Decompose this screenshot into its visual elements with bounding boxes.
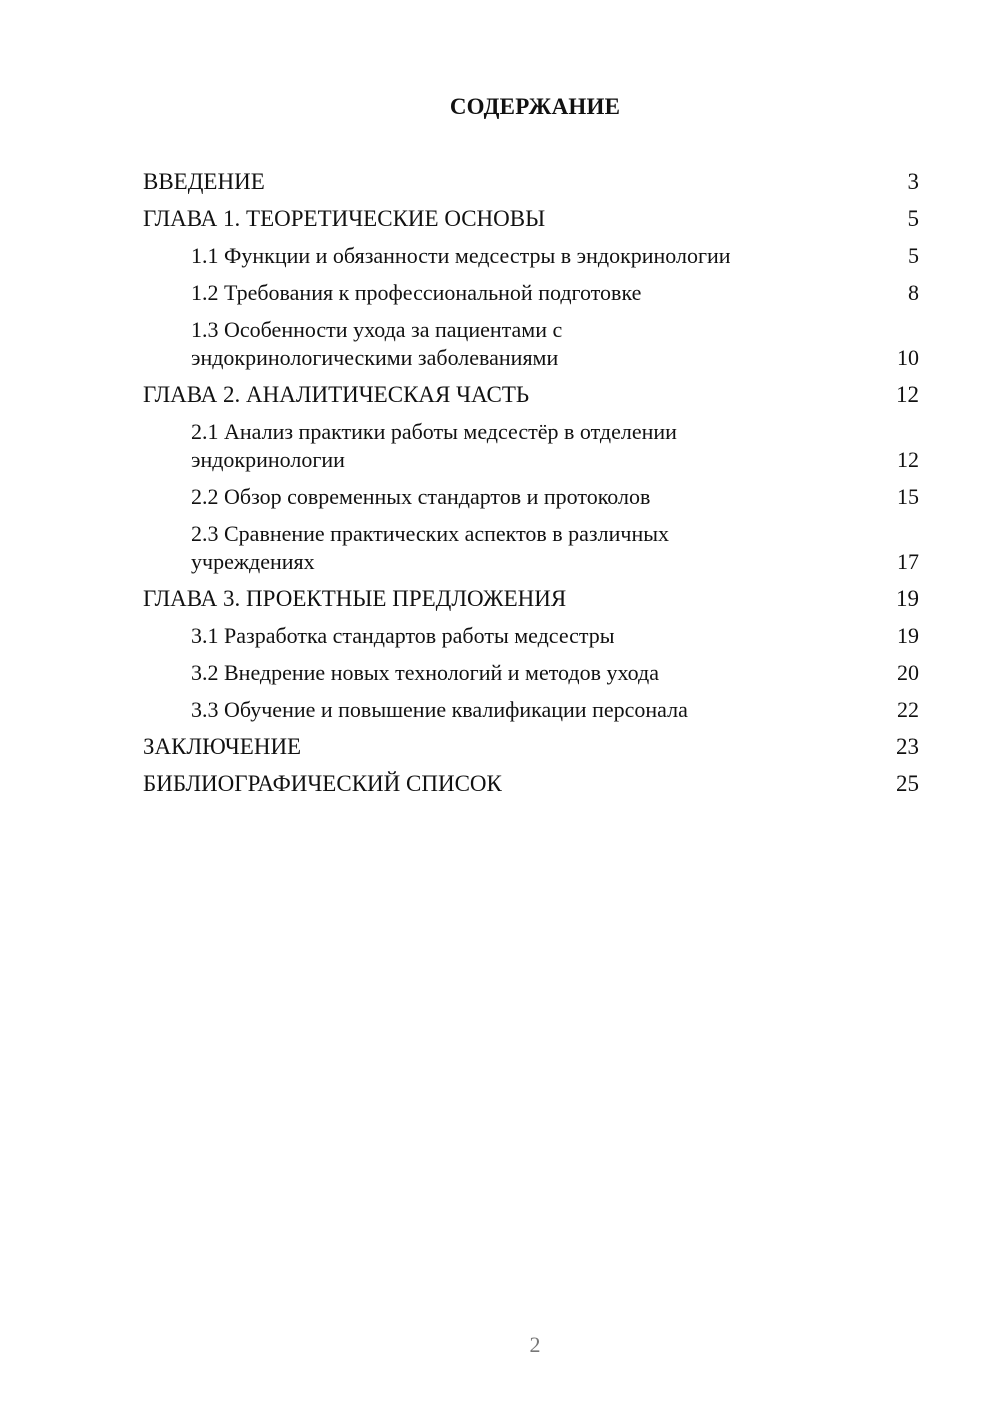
toc-entry-page: 19	[897, 623, 919, 648]
toc-entry-page: 12	[896, 382, 919, 407]
toc-entry-label: 3.1 Разработка стандартов работы медсестры	[191, 623, 615, 648]
toc-entry-section-1-2[interactable]	[143, 279, 919, 307]
toc-entry-page: 10	[897, 345, 919, 370]
toc-entry-page: 8	[908, 280, 919, 305]
toc-entry-page: 17	[897, 549, 919, 574]
toc-entry-bibliography[interactable]	[143, 770, 919, 798]
toc-entry-label: ВВЕДЕНИЕ	[143, 169, 265, 194]
toc-entry-page: 25	[896, 771, 919, 796]
toc-entry-label: ЗАКЛЮЧЕНИЕ	[143, 734, 302, 759]
toc-entry-label: 2.2 Обзор современных стандартов и протоколов	[191, 484, 651, 509]
toc-entry-label: 1.1 Функции и обязанности медсестры в эндокринологии	[191, 243, 731, 268]
toc-entry-page: 20	[897, 660, 919, 685]
toc-entry-label: ГЛАВА 3. ПРОЕКТНЫЕ ПРЕДЛОЖЕНИЯ	[143, 586, 567, 611]
toc-entry-introduction[interactable]	[143, 168, 919, 196]
toc-entry-section-1-3[interactable]	[143, 316, 919, 372]
toc-entry-label: ГЛАВА 2. АНАЛИТИЧЕСКАЯ ЧАСТЬ	[143, 382, 530, 407]
toc-entry-section-2-2[interactable]	[143, 483, 919, 511]
toc-entry-chapter-1[interactable]	[143, 205, 919, 233]
toc-entry-label: 3.2 Внедрение новых технологий и методов ухода	[191, 660, 659, 685]
toc-entry-section-2-3[interactable]	[143, 520, 919, 576]
toc-entry-page: 19	[896, 586, 919, 611]
toc-entry-page: 23	[896, 734, 919, 759]
toc-entry-label: 2.1 Анализ практики работы медсестёр в отделении эндокринологии	[191, 419, 677, 472]
toc-entry-page: 5	[907, 206, 919, 231]
toc-entry-page: 22	[897, 697, 919, 722]
toc-entry-label: 3.3 Обучение и повышение квалификации персонала	[191, 697, 688, 722]
toc-entry-page: 15	[897, 484, 919, 509]
toc-entry-page: 12	[897, 447, 919, 472]
toc-entry-section-3-3[interactable]	[143, 696, 919, 724]
toc-entry-label: БИБЛИОГРАФИЧЕСКИЙ СПИСОК	[143, 771, 502, 796]
page-number: 2	[529, 1332, 541, 1357]
toc-entry-section-3-1[interactable]	[143, 622, 919, 650]
toc-entry-label: ГЛАВА 1. ТЕОРЕТИЧЕСКИЕ ОСНОВЫ	[143, 206, 546, 231]
toc-entry-section-1-1[interactable]	[143, 242, 919, 270]
toc-entry-page: 5	[908, 243, 919, 268]
toc-entry-conclusion[interactable]	[143, 733, 919, 761]
toc-entry-chapter-2[interactable]	[143, 381, 919, 409]
toc-entry-label: 1.3 Особенности ухода за пациентами с эндокринологическими заболеваниями	[191, 317, 563, 370]
toc-entry-label: 1.2 Требования к профессиональной подготовке	[191, 280, 642, 305]
toc-entry-page: 3	[907, 169, 919, 194]
table-of-contents	[143, 168, 919, 807]
toc-entry-section-2-1[interactable]	[143, 418, 919, 474]
page-title: СОДЕРЖАНИЕ	[449, 94, 621, 119]
toc-entry-label: 2.3 Сравнение практических аспектов в различных учреждениях	[191, 521, 669, 574]
toc-entry-section-3-2[interactable]	[143, 659, 919, 687]
toc-entry-chapter-3[interactable]	[143, 585, 919, 613]
